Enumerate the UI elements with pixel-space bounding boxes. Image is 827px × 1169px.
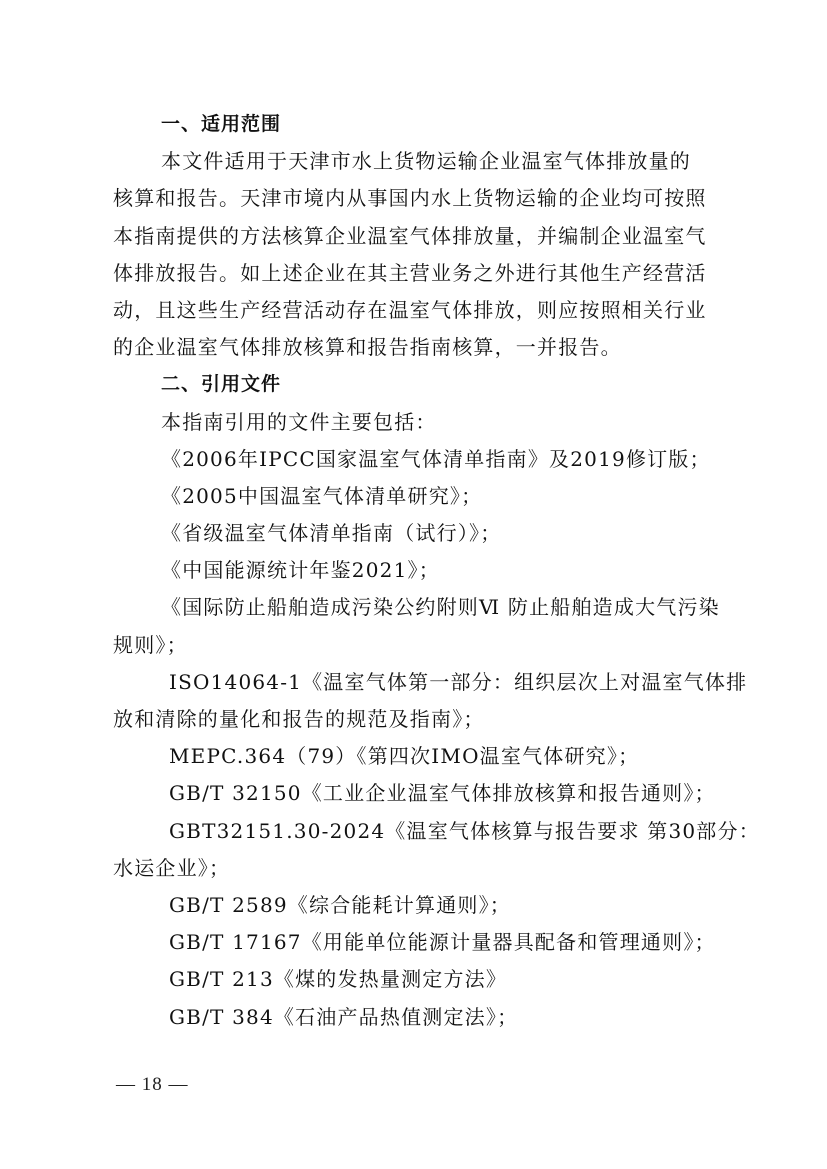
reference-marpol-line-2: 规则》；: [113, 632, 188, 657]
reference-gbt-384: GB/T 384《石油产品热值测定法》；: [169, 1004, 519, 1029]
reference-china-inventory: 《2005中国温室气体清单研究》；: [161, 483, 483, 508]
reference-mepc: MEPC.364（79）《第四次IMO温室气体研究》；: [169, 744, 640, 769]
reference-gbt-32150: GB/T 32150《工业企业温室气体排放核算和报告通则》；: [169, 781, 716, 806]
reference-provincial-guide: 《省级温室气体清单指南（试行）》；: [161, 521, 502, 546]
reference-iso-line-1: ISO14064-1《温室气体第一部分：组织层次上对温室气体排: [169, 669, 748, 694]
section-heading-references: 二、引用文件: [161, 373, 282, 396]
scope-paragraph-line-6: 的企业温室气体排放核算和报告指南核算，一并报告。: [113, 335, 622, 360]
reference-gbt-32151-line-2: 水运企业》；: [113, 855, 231, 880]
reference-energy-yearbook: 《中国能源统计年鉴2021》；: [161, 558, 440, 583]
scope-paragraph-line-5: 动，且这些生产经营活动存在温室气体排放，则应按照相关行业: [113, 297, 707, 322]
scope-paragraph-line-4: 体排放报告。如上述企业在其主营业务之外进行其他生产经营活: [113, 260, 707, 285]
page-number: — 18 —: [116, 1074, 189, 1095]
scope-paragraph-line-2: 核算和报告。天津市境内从事国内水上货物运输的企业均可按照: [113, 186, 707, 211]
scope-paragraph-line-3: 本指南提供的方法核算企业温室气体排放量，并编制企业温室气: [113, 223, 707, 248]
reference-ipcc: 《2006年IPCC国家温室气体清单指南》及2019修订版；: [161, 446, 711, 471]
reference-iso-line-2: 放和清除的量化和报告的规范及指南》；: [113, 707, 485, 731]
document-body: [113, 106, 760, 1036]
scope-paragraph-line-1: 本文件适用于天津市水上货物运输企业温室气体排放量的: [161, 149, 691, 174]
reference-gbt-2589: GB/T 2589《综合能耗计算通则》；: [169, 892, 512, 917]
reference-gbt-213: GB/T 213《煤的发热量测定方法》: [169, 967, 508, 992]
references-intro: 本指南引用的文件主要包括：: [161, 409, 437, 434]
reference-gbt-32151-line-1: GBT32151.30-2024《温室气体核算与报告要求 第30部分：: [169, 818, 760, 843]
reference-gbt-17167: GB/T 17167《用能单位能源计量器具配备和管理通则》；: [169, 930, 716, 955]
reference-marpol-line-1: 《国际防止船舶造成污染公约附则Ⅵ 防止船舶造成大气污染: [161, 595, 720, 620]
section-heading-scope: 一、适用范围: [161, 113, 282, 135]
